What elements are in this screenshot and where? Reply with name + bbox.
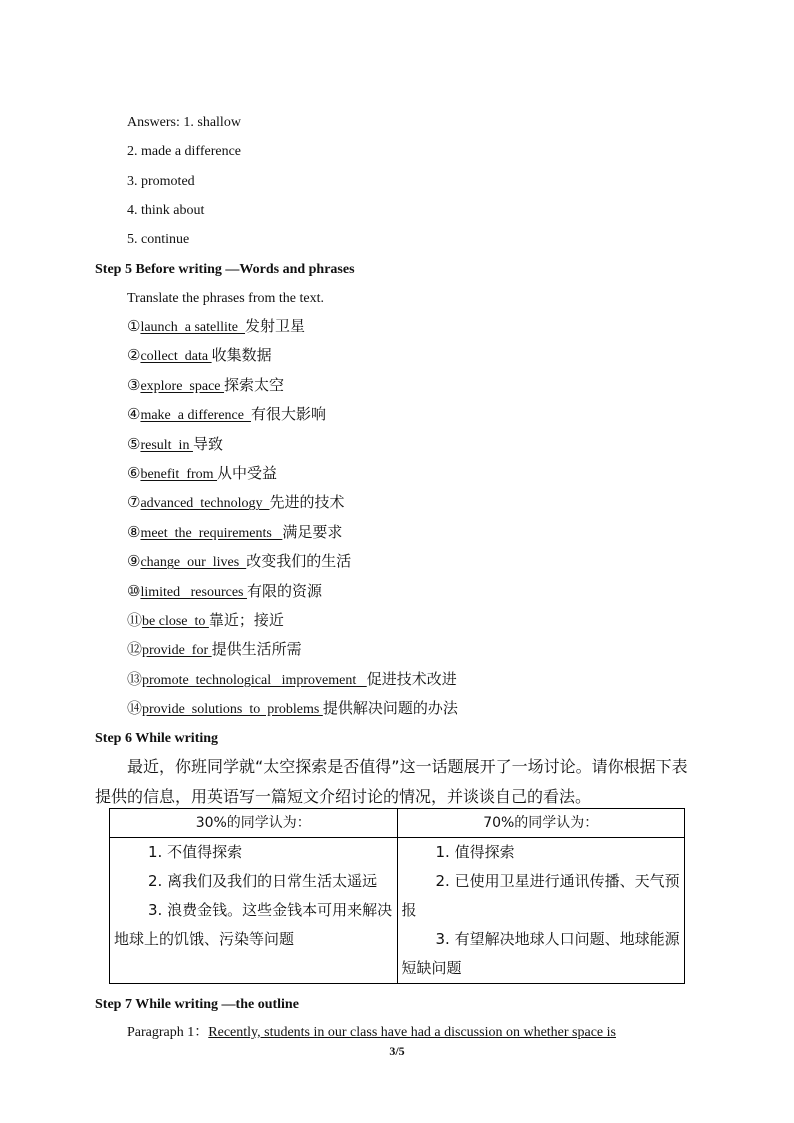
phrase-item <box>127 552 351 572</box>
phrase-chinese: 导致 <box>192 434 223 453</box>
phrase-chinese: 提供解决问题的办法 <box>322 699 458 718</box>
phrase-chinese: 提供生活所需 <box>211 640 302 659</box>
phrase-number: ③ <box>127 375 141 394</box>
phrase-english: provide for <box>142 643 212 659</box>
phrase-english: provide solutions to problems <box>142 702 323 718</box>
for-item: 2. 已使用卫星进行通讯传播、天气预报 <box>401 872 680 919</box>
phrase-number: ② <box>127 346 141 365</box>
phrase-number: ① <box>127 317 141 335</box>
phrase-english: limited resources <box>140 584 247 600</box>
phrase-number: ⑫ <box>127 640 143 659</box>
phrase-chinese: 促进技术改进 <box>366 669 457 688</box>
phrase-english: change our lives <box>140 555 247 571</box>
phrase-english: result in <box>140 437 193 453</box>
phrase-number: ⑦ <box>127 493 141 512</box>
phrase-chinese: 先进的技术 <box>269 493 345 512</box>
against-item: 2. 离我们及我们的日常生活太遥远 <box>148 872 378 890</box>
answer-5: 5. continue <box>127 232 190 247</box>
phrase-english: promote technological improvement <box>142 672 367 688</box>
step5-instruction: Translate the phrases from the text. <box>127 291 324 306</box>
paragraph-1-label: Paragraph 1： <box>127 1025 209 1040</box>
phrase-english: meet the requirements <box>140 525 283 541</box>
phrase-english: benefit from <box>140 467 218 482</box>
against-item: 3. 浪费金钱。这些金钱本可用来解决地球上的饥饿、污染等问题 <box>114 901 393 948</box>
phrase-english: be close to <box>142 614 209 629</box>
phrase-number: ⑥ <box>127 464 141 482</box>
table-header-30: 30%的同学认为： <box>110 809 398 838</box>
phrase-item <box>127 435 223 455</box>
phrase-item <box>127 405 326 425</box>
phrase-chinese: 探索太空 <box>224 375 285 394</box>
phrase-chinese: 有很大影响 <box>250 405 326 424</box>
phrase-item <box>127 317 305 337</box>
phrase-chinese: 发射卫星 <box>245 317 306 335</box>
paragraph-1 <box>127 1024 616 1042</box>
table-cell-against <box>110 838 398 984</box>
phrase-chinese: 有限的资源 <box>246 581 322 600</box>
step7-title: Step 7 While writing —the outline <box>95 997 299 1012</box>
phrase-item <box>127 640 302 660</box>
table-cell-for <box>397 838 685 984</box>
phrase-chinese: 满足要求 <box>282 522 343 541</box>
phrase-item <box>127 582 322 602</box>
phrase-item <box>127 493 345 513</box>
phrase-chinese: 改变我们的生活 <box>246 552 352 571</box>
answer-1: Answers: 1. shallow <box>127 115 241 130</box>
phrase-number: ⑨ <box>127 552 141 571</box>
table-header-70: 70%的同学认为： <box>397 809 685 838</box>
step6-prompt: 最近，你班同学就“太空探索是否值得”这一话题展开了一场讨论。请你根据下表提供的信息，用英语写一篇短文介绍讨论的情况，并谈谈自己的看法。 <box>95 757 688 806</box>
paragraph-1-text: Recently, students in our class have had a discussion on whether space is <box>208 1025 616 1040</box>
phrase-item <box>127 464 277 484</box>
phrase-english: launch a satellite <box>140 320 246 335</box>
phrase-english: explore space <box>140 378 225 394</box>
phrase-english: make a difference <box>140 408 251 424</box>
phrase-number: ⑭ <box>127 699 143 718</box>
answer-3: 3. promoted <box>127 174 195 189</box>
phrase-item <box>127 376 284 396</box>
phrase-chinese: 从中受益 <box>217 464 278 482</box>
step6-title: Step 6 While writing <box>95 731 219 746</box>
answer-4: 4. think about <box>127 203 205 218</box>
phrase-item <box>127 699 458 719</box>
for-item: 1. 值得探索 <box>435 843 515 861</box>
phrase-chinese: 靠近；接近 <box>208 611 284 629</box>
phrase-english: advanced technology <box>140 496 270 512</box>
phrase-number: ⑧ <box>127 522 141 541</box>
phrase-number: ⑩ <box>127 581 141 600</box>
phrase-item <box>127 346 272 366</box>
phrase-number: ④ <box>127 405 141 424</box>
phrase-chinese: 收集数据 <box>211 346 272 365</box>
phrase-number: ⑬ <box>127 669 143 688</box>
phrase-number: ⑤ <box>127 434 141 453</box>
step5-title: Step 5 Before writing —Words and phrases <box>95 262 355 277</box>
phrase-number: ⑪ <box>127 611 143 629</box>
for-item: 3. 有望解决地球人口问题、地球能源短缺问题 <box>401 930 680 977</box>
phrase-english: collect data <box>140 349 212 365</box>
page-number: 3/5 <box>389 1044 405 1058</box>
phrase-item <box>127 611 284 631</box>
phrase-item <box>127 670 457 690</box>
opinion-table <box>109 808 685 984</box>
answer-2: 2. made a difference <box>127 144 242 159</box>
phrase-item <box>127 523 342 543</box>
against-item: 1. 不值得探索 <box>148 843 243 861</box>
